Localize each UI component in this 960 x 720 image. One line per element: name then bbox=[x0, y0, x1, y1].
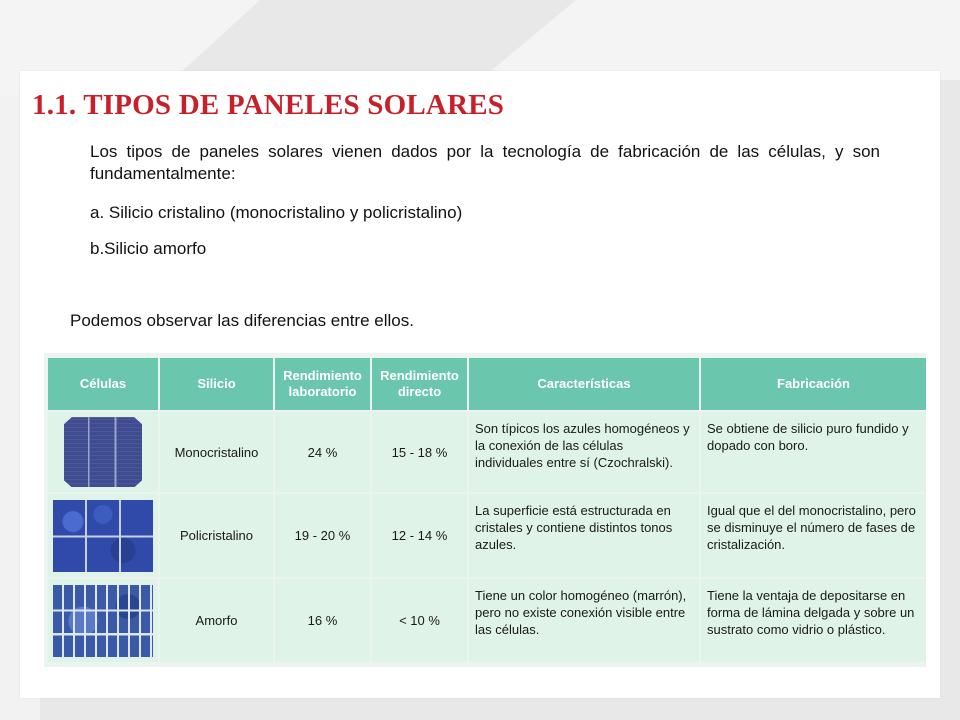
rendimiento-directo-cell: 12 - 14 % bbox=[372, 494, 467, 577]
polycrystalline-cell-image bbox=[53, 500, 153, 572]
table-header-row bbox=[48, 358, 926, 410]
cell-image-container bbox=[48, 412, 158, 492]
caracteristicas-cell: Tiene un color homogéneo (marrón), pero no existe conexión visible entre las células. bbox=[469, 579, 699, 662]
background-shape bbox=[480, 0, 960, 80]
rendimiento-laboratorio-cell: 24 % bbox=[275, 412, 370, 492]
silicio-cell: Monocristalino bbox=[160, 412, 273, 492]
caracteristicas-cell: La superficie está estructurada en cristales y contiene distintos tonos azules. bbox=[469, 494, 699, 577]
fabricacion-cell: Tiene la ventaja de depositarse en forma de lámina delgada y sobre un sustrato como vidrio o plástico. bbox=[701, 579, 926, 662]
rendimiento-laboratorio-cell: 16 % bbox=[275, 579, 370, 662]
table-row bbox=[48, 412, 926, 492]
header-rendimiento-laboratorio: Rendimiento laboratorio bbox=[275, 358, 370, 410]
intro-paragraph: Los tipos de paneles solares vienen dados por la tecnología de fabricación de las células, y son fundamentalmente: bbox=[90, 142, 880, 183]
amorphous-cell-image bbox=[53, 585, 153, 657]
header-rendimiento-directo: Rendimiento directo bbox=[372, 358, 467, 410]
slide-title: 1.1. TIPOS DE PANELES SOLARES bbox=[32, 89, 505, 121]
fabricacion-cell: Igual que el del monocristalino, pero se disminuye el número de fases de cristalización. bbox=[701, 494, 926, 577]
header-fabricacion: Fabricación bbox=[701, 358, 926, 410]
observation-text: Podemos observar las diferencias entre ellos. bbox=[70, 311, 414, 330]
table-row bbox=[48, 579, 926, 662]
list-item: b.Silicio amorfo bbox=[90, 239, 207, 258]
comparison-table bbox=[46, 356, 928, 664]
rendimiento-directo-cell: 15 - 18 % bbox=[372, 412, 467, 492]
cell-image-container bbox=[48, 579, 158, 662]
monocrystalline-cell-image bbox=[64, 417, 142, 487]
table-row bbox=[48, 494, 926, 577]
silicio-cell: Policristalino bbox=[160, 494, 273, 577]
caracteristicas-cell: Son típicos los azules homogéneos y la conexión de las células individuales entre sí (Czochralski). bbox=[469, 412, 699, 492]
rendimiento-directo-cell: < 10 % bbox=[372, 579, 467, 662]
list-item: a. Silicio cristalino (monocristalino y policristalino) bbox=[90, 203, 463, 222]
silicio-cell: Amorfo bbox=[160, 579, 273, 662]
header-caracteristicas: Características bbox=[469, 358, 699, 410]
fabricacion-cell: Se obtiene de silicio puro fundido y dopado con boro. bbox=[701, 412, 926, 492]
cell-image-container bbox=[48, 494, 158, 577]
header-celulas: Células bbox=[48, 358, 158, 410]
rendimiento-laboratorio-cell: 19 - 20 % bbox=[275, 494, 370, 577]
slide bbox=[20, 71, 940, 698]
comparison-table-frame bbox=[44, 353, 926, 667]
header-silicio: Silicio bbox=[160, 358, 273, 410]
